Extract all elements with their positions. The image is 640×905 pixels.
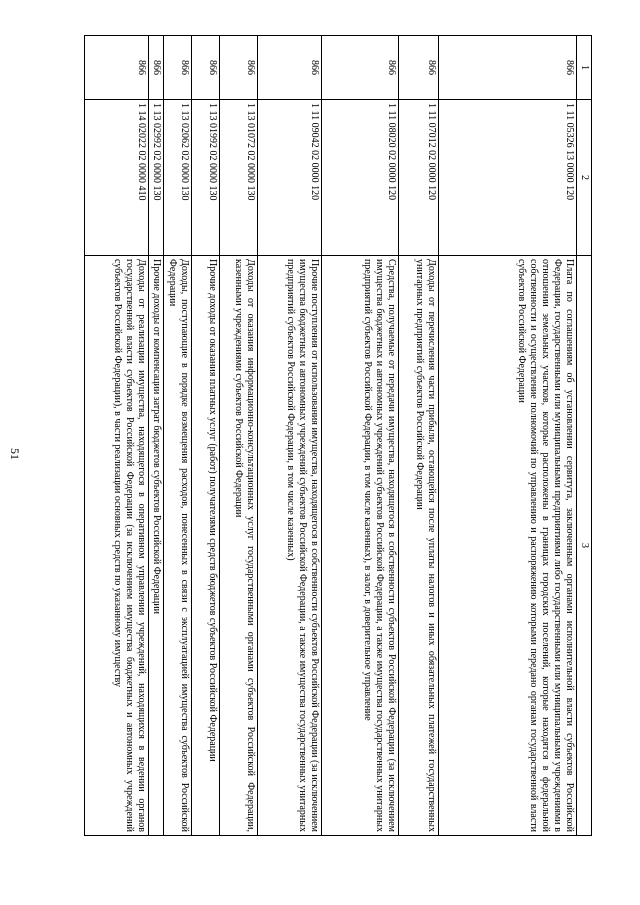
revenue-code-cell: 1 13 01992 02 0000 130	[192, 100, 220, 256]
table-header-row	[577, 36, 592, 836]
revenue-description-cell: Прочие поступления от использования имущества, находящегося в собственности субъектов Российской Федерации (за исключением имущества бюджетных и автономных учреждений субъектов Российской Федерации, а также имущества государственных унитарных предприятий субъектов Российской Федерации, в том числе казенных)	[258, 256, 322, 836]
table-row	[192, 36, 220, 836]
admin-code-cell: 866	[258, 36, 322, 100]
revenue-description-cell: Прочие доходы от оказания платных услуг (работ) получателями средств бюджетов субъектов Российской Федерации	[192, 256, 220, 836]
revenue-codes-table	[84, 35, 592, 836]
revenue-code-cell: 1 11 07012 02 0000 120	[399, 100, 439, 256]
admin-code-cell: 866	[85, 36, 149, 100]
admin-code-cell: 866	[322, 36, 399, 100]
revenue-description-cell: Прочие доходы от компенсации затрат бюджетов субъектов Российской Федерации	[149, 256, 164, 836]
revenue-code-cell: 1 11 05326 13 0000 120	[439, 100, 577, 256]
table-row	[399, 36, 439, 836]
revenue-description-cell: Доходы от оказания информационно-консультационных услуг государственными органами субъектов Российской Федерации, казенными учреждениями субъектов Российской Федерации	[220, 256, 258, 836]
admin-code-cell: 866	[399, 36, 439, 100]
table-row	[149, 36, 164, 836]
admin-code-cell: 866	[149, 36, 164, 100]
revenue-code-cell: 1 14 02022 02 0000 410	[85, 100, 149, 256]
admin-code-cell: 866	[192, 36, 220, 100]
revenue-description-cell: Доходы, поступающие в порядке возмещения расходов, понесенных в связи с эксплуатацией имущества субъектов Российской Федерации	[164, 256, 192, 836]
revenue-description-cell: Доходы от перечисления части прибыли, остающейся после уплаты налогов и иных обязательных платежей государственных унитарных предприятий субъектов Российской Федерации	[399, 256, 439, 836]
revenue-code-cell: 1 11 09042 02 0000 120	[258, 100, 322, 256]
revenue-description-cell: Доходы от реализации имущества, находящегося в оперативном управлении учреждений, находящихся в ведении органов государственной власти субъектов Российской Федерации (за исключением имущества бюджетных и автономных учреждений субъектов Российской Федерации), в части реализации основных средств по указанному имуществу	[85, 256, 149, 836]
header-col-1: 1	[577, 36, 592, 100]
page-number: 51	[8, 448, 22, 460]
header-col-3: 3	[577, 256, 592, 836]
table-row	[220, 36, 258, 836]
admin-code-cell: 866	[439, 36, 577, 100]
header-col-2: 2	[577, 100, 592, 256]
admin-code-cell: 866	[164, 36, 192, 100]
table-row	[439, 36, 577, 836]
revenue-description-cell: Плата по соглашениям об установлении сервитута, заключенным органами исполнительной власти субъектов Российской Федерации, государственными или муниципальными предприятиями либо государственными или муниципальными учреждениями в отношении земельных участков, которые расположены в границах городских поселений, которые находятся в федеральной собственности и осуществление полномочий по управлению и распоряжению которыми передано органам государственной власти субъектов Российской Федерации	[439, 256, 577, 836]
revenue-description-cell: Средства, получаемые от передачи имущества, находящегося в собственности субъектов Российской Федерации (за исключением имущества бюджетных и автономных учреждений субъектов Российской Федерации, а также имущества государственных унитарных предприятий субъектов Российской Федерации, в том числе казенных), в залог, в доверительное управление	[322, 256, 399, 836]
table-row	[85, 36, 149, 836]
table-row	[322, 36, 399, 836]
admin-code-cell: 866	[220, 36, 258, 100]
table-row	[164, 36, 192, 836]
revenue-code-cell: 1 11 08020 02 0000 120	[322, 100, 399, 256]
revenue-code-cell: 1 13 01072 02 0000 130	[220, 100, 258, 256]
revenue-code-cell: 1 13 02992 02 0000 130	[149, 100, 164, 256]
rotated-table-container	[57, 35, 592, 835]
table-row	[258, 36, 322, 836]
revenue-code-cell: 1 13 02062 02 0000 130	[164, 100, 192, 256]
